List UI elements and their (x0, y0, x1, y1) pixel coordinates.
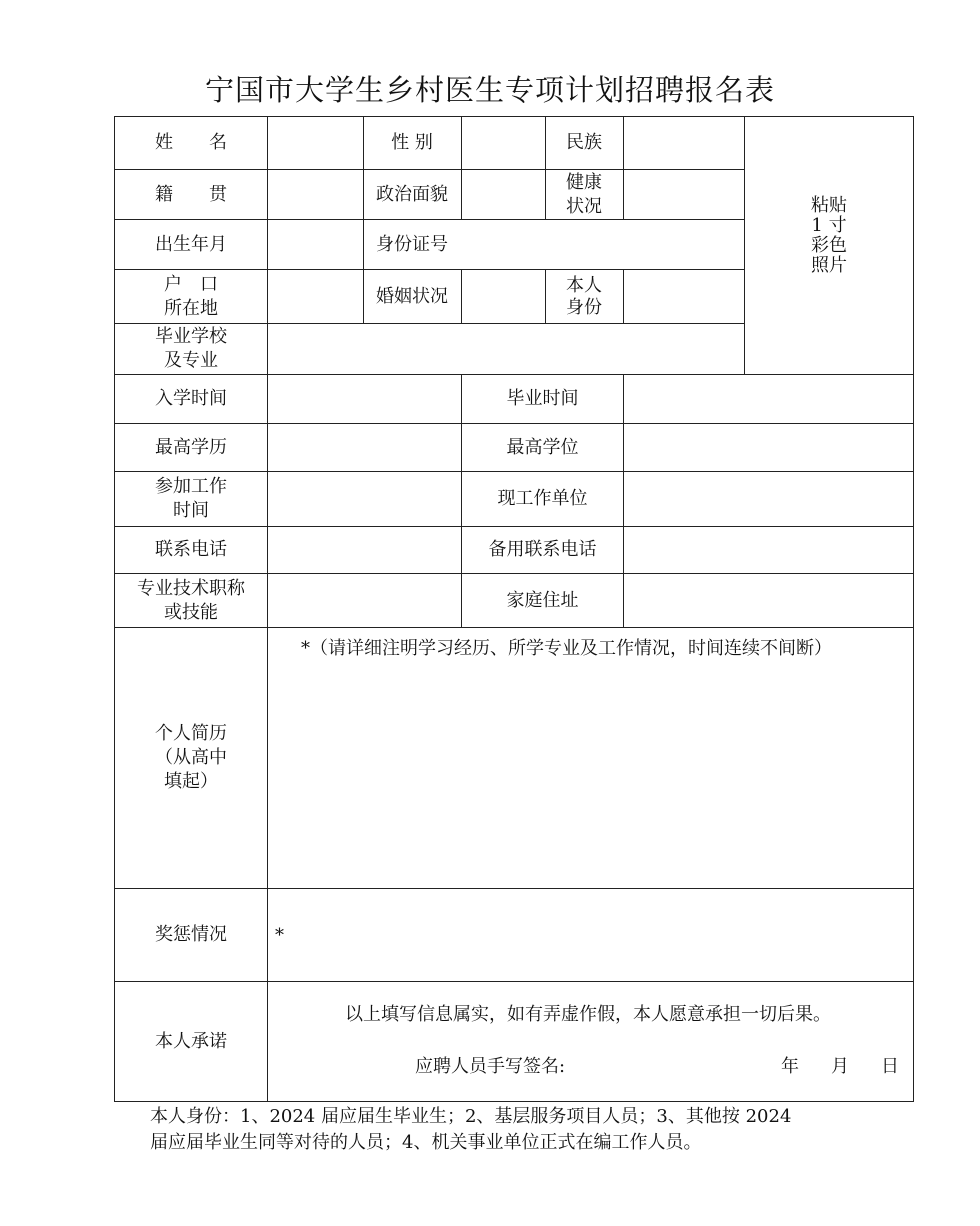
label-ethnicity: 民族 (566, 132, 602, 153)
label-identity-line2: 身份 (566, 296, 602, 318)
label-resume-line2: （从高中 (155, 747, 227, 768)
label-backup-phone: 备用联系电话 (488, 539, 597, 560)
label-school-line1: 毕业学校 (155, 326, 227, 347)
resume-section (115, 628, 913, 888)
identity-footnote (150, 1104, 850, 1156)
marital-field[interactable] (462, 270, 545, 323)
label-professional-title (115, 574, 267, 627)
label-resume-line1: 个人简历 (155, 723, 227, 744)
photo-area[interactable] (745, 117, 913, 374)
label-promise: 本人承诺 (155, 1030, 227, 1052)
label-health (545, 170, 623, 219)
registration-form-table (114, 116, 914, 1102)
label-work-start (115, 472, 267, 526)
label-address: 家庭住址 (506, 589, 579, 611)
photo-label-line2: 1 寸 (811, 214, 847, 236)
resume-hint: *（请详细注明学习经历、所学专业及工作情况，时间连续不间断） (301, 638, 832, 659)
label-identity (545, 270, 623, 323)
label-highest-edu: 最高学历 (155, 436, 227, 458)
label-marital: 婚姻状况 (376, 285, 448, 307)
date-month-label: 月 (831, 1056, 849, 1077)
label-enroll-time: 入学时间 (155, 388, 227, 409)
name-field[interactable] (268, 117, 363, 169)
professional-title-field[interactable] (268, 574, 461, 627)
grad-time-field[interactable] (624, 375, 913, 423)
promise-statement: 以上填写信息属实，如有弄虚作假，本人愿意承担一切后果。 (345, 1004, 831, 1025)
footnote-line1: 本人身份：1、2024 届应届生毕业生；2、基层服务项目人员；3、其他按 2024 (150, 1106, 792, 1127)
label-phone: 联系电话 (155, 539, 227, 560)
address-field[interactable] (624, 574, 913, 627)
school-field[interactable] (268, 324, 744, 374)
native-place-field[interactable] (268, 170, 363, 219)
photo-label-line1: 粘贴 (811, 194, 847, 216)
label-birth: 出生年月 (155, 233, 227, 255)
label-rewards: 奖惩情况 (155, 924, 227, 945)
label-name: 姓 名 (155, 132, 227, 153)
work-start-field[interactable] (268, 472, 461, 526)
label-school-line2: 及专业 (164, 350, 218, 371)
label-grad-time: 毕业时间 (506, 388, 579, 409)
label-household (115, 270, 267, 323)
resume-field[interactable] (268, 664, 913, 888)
label-health-line2: 状况 (566, 195, 602, 217)
date-day-label: 日 (881, 1056, 899, 1077)
label-gender: 性 别 (391, 132, 433, 153)
highest-degree-field[interactable] (624, 424, 913, 471)
label-health-line1: 健康 (566, 171, 602, 193)
identity-field[interactable] (624, 270, 744, 323)
signature-label: 应聘人员手写签名: (415, 1056, 566, 1077)
rewards-mark: * (275, 925, 284, 946)
id-number-field[interactable] (462, 220, 744, 269)
photo-label-line4: 照片 (811, 254, 847, 276)
form-title: 宁国市大学生乡村医生专项计划招聘报名表 (204, 73, 775, 107)
promise-section (115, 982, 913, 1101)
label-household-line2: 所在地 (164, 297, 218, 319)
political-status-field[interactable] (462, 170, 545, 219)
label-work-start-line2: 时间 (173, 500, 209, 521)
rewards-field[interactable] (268, 889, 913, 981)
phone-field[interactable] (268, 527, 461, 573)
backup-phone-field[interactable] (624, 527, 913, 573)
enroll-time-field[interactable] (268, 375, 461, 423)
label-current-employer: 现工作单位 (497, 488, 588, 509)
label-native-place: 籍 贯 (155, 183, 227, 205)
label-household-line1: 户 口 (164, 273, 218, 295)
label-id-number: 身份证号 (376, 233, 448, 255)
footnote-line2: 届应届毕业生同等对待的人员；4、机关事业单位正式在编工作人员。 (150, 1132, 702, 1153)
current-employer-field[interactable] (624, 472, 913, 526)
label-resume-line3: 填起） (164, 771, 218, 792)
label-identity-line1: 本人 (566, 274, 602, 296)
date-year-label: 年 (781, 1056, 799, 1077)
ethnicity-field[interactable] (624, 117, 744, 169)
household-field[interactable] (268, 270, 363, 323)
health-field[interactable] (624, 170, 744, 219)
photo-label-line3: 彩色 (811, 234, 847, 256)
label-work-start-line1: 参加工作 (155, 476, 227, 497)
label-political-status: 政治面貌 (376, 183, 448, 205)
highest-edu-field[interactable] (268, 424, 461, 471)
gender-field[interactable] (462, 117, 545, 169)
label-highest-degree: 最高学位 (506, 436, 579, 458)
signature-field[interactable] (583, 1052, 763, 1082)
label-school (115, 324, 267, 374)
label-professional-title-line2: 或技能 (164, 601, 218, 623)
label-professional-title-line1: 专业技术职称 (137, 577, 245, 599)
birth-field[interactable] (268, 220, 363, 269)
